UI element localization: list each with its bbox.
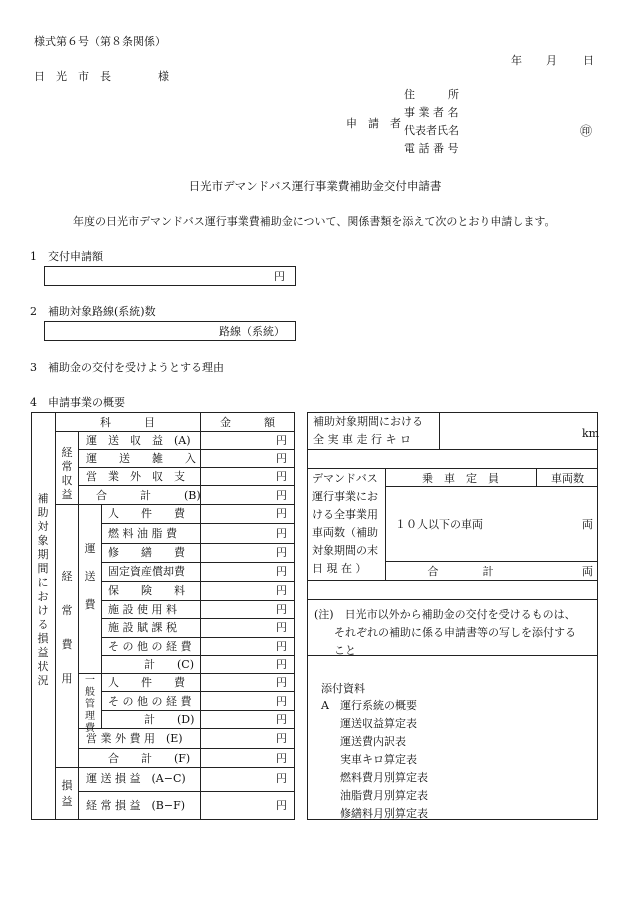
attachment-item: 運送費内訳表 <box>340 735 406 748</box>
under-10-seat-row: １０人以下の車両 <box>395 518 483 531</box>
attachment-item: 燃料費月別算定表 <box>340 771 428 784</box>
transport-row-label: 施 設 賦 課 税 <box>108 621 177 634</box>
income-row-label: 運 送 収 益 (A) <box>86 434 191 447</box>
vehicle-unit: 両 <box>582 518 593 531</box>
applicant-label: 申 請 者 <box>346 117 401 130</box>
attachment-group-a: A 運行系統の概要 <box>321 699 417 712</box>
honorific: 様 <box>158 70 169 83</box>
seal-mark: ㊞ <box>580 124 593 138</box>
business-name-label: 事 業 者 名 <box>404 106 459 119</box>
phone-label: 電 話 番 号 <box>404 142 459 155</box>
address-label: 住 所 <box>404 88 459 101</box>
yen-unit: 円 <box>276 489 287 502</box>
demand-label-line: デマンドバス <box>312 472 378 485</box>
expense-group-label: 経常費用 <box>61 570 73 685</box>
demand-label-line: 車両数（補助 <box>312 526 378 539</box>
profit-group-label: 損益 <box>61 779 73 808</box>
non-operating-cost-label: 営 業 外 費 用 (E) <box>86 732 183 745</box>
yen-unit: 円 <box>276 452 287 465</box>
note-line-2: それぞれの補助に係る申請書等の写しを添付する <box>334 626 576 639</box>
transport-row-label: そ の 他 の 経 費 <box>108 640 192 653</box>
demand-label-line: 運行事業にお <box>312 490 378 503</box>
attachments-title: 添付資料 <box>321 682 365 695</box>
vehicle-total-unit: 両 <box>582 565 593 578</box>
section-4-heading: 4 申請事業の概要 <box>30 396 125 409</box>
income-row-label: 営 業 外 収 支 <box>86 470 185 483</box>
ordinary-profit-label: 経 常 損 益 (B−F) <box>86 799 186 812</box>
yen-unit: 円 <box>276 603 287 616</box>
date-day: 日 <box>583 54 594 67</box>
transport-row-label: 保 険 料 <box>108 584 185 597</box>
transport-row-label: 施 設 使 用 料 <box>108 603 177 616</box>
section-1-heading: 1 交付申請額 <box>30 250 103 263</box>
transport-row-label: 修 繕 費 <box>108 546 185 559</box>
mileage-label-line2: 全 実 車 走 行 キ ロ <box>313 433 411 446</box>
yen-unit: 円 <box>276 584 287 597</box>
representative-name-label: 代表者氏名 <box>404 124 459 137</box>
yen-unit: 円 <box>276 546 287 559</box>
income-group-label: 経常収益 <box>61 446 73 501</box>
admin-cost-group-label: 一般管理費 <box>85 675 95 734</box>
date-year: 年 <box>511 54 522 67</box>
income-row-label: 合 計 (B) <box>96 489 201 502</box>
yen-unit: 円 <box>276 676 287 689</box>
outer-group-label: 補助対象期間における損益状況 <box>37 492 49 687</box>
transport-row-label: 燃 料 油 脂 費 <box>108 527 177 540</box>
attachment-item: 油脂費月別算定表 <box>340 789 428 802</box>
yen-unit: 円 <box>276 713 287 726</box>
vehicle-total-label: 合 計 <box>427 565 494 578</box>
transport-profit-label: 運 送 損 益 (A−C) <box>86 772 186 785</box>
yen-unit: 円 <box>276 772 287 785</box>
admin-row-label: そ の 他 の 経 費 <box>108 695 192 708</box>
mileage-label-line1: 補助対象期間における <box>313 415 423 428</box>
demand-label-line: ける全事業用 <box>312 508 378 521</box>
route-count-field[interactable] <box>44 321 296 341</box>
section-2-heading: 2 補助対象路線(系統)数 <box>30 305 156 318</box>
admin-row-label: 人 件 費 <box>108 676 185 689</box>
yen-unit: 円 <box>276 621 287 634</box>
yen-unit: 円 <box>276 640 287 653</box>
transport-row-label: 人 件 費 <box>108 507 185 520</box>
addressee: 日 光 市 長 <box>34 70 111 83</box>
demand-label-line: 日 現 在 ） <box>312 562 367 575</box>
vehicle-count-col-header: 車両数 <box>551 472 584 485</box>
yen-unit: 円 <box>276 507 287 520</box>
transport-cost-group-label: 運送費 <box>84 542 96 611</box>
transport-row-label: 固定資産償却費 <box>108 565 185 578</box>
grant-amount-field[interactable] <box>44 266 296 286</box>
yen-unit: 円 <box>276 470 287 483</box>
yen-unit: 円 <box>276 565 287 578</box>
attachment-item: 修繕料月別算定表 <box>340 807 428 820</box>
note-line-3: こと <box>334 644 356 657</box>
income-row-label: 運 送 雑 入 <box>86 452 196 465</box>
demand-label-line: 対象期間の末 <box>312 544 378 557</box>
date-month: 月 <box>546 54 557 67</box>
col-amount-header: 金 額 <box>220 416 275 429</box>
col-subject-header: 科 目 <box>100 416 155 429</box>
yen-unit: 円 <box>276 752 287 765</box>
intro-text: 年度の日光市デマンドバス運行事業費補助金について、関係書類を添えて次のとおり申請します。 <box>73 215 556 228</box>
note-line-1: (注) 日光市以外から補助金の交付を受けるものは、 <box>314 608 576 621</box>
document-title: 日光市デマンドバス運行事業費補助金交付申請書 <box>188 179 442 193</box>
yen-unit: 円 <box>276 527 287 540</box>
attachment-item: 実車キロ算定表 <box>340 753 417 766</box>
admin-subtotal-label: 計 (D) <box>144 713 195 726</box>
form-number: 様式第６号（第８条関係） <box>34 35 166 48</box>
yen-unit: 円 <box>276 434 287 447</box>
attachment-item: 運送収益算定表 <box>340 717 417 730</box>
yen-unit: 円 <box>276 695 287 708</box>
yen-unit: 円 <box>276 732 287 745</box>
yen-unit: 円 <box>276 658 287 671</box>
route-count-unit: 路線（系統） <box>219 325 285 338</box>
expense-total-label: 合 計 (F) <box>108 752 191 765</box>
transport-subtotal-label: 計 (C) <box>144 658 194 671</box>
yen-unit: 円 <box>276 799 287 812</box>
capacity-col-header: 乗 車 定 員 <box>422 472 499 485</box>
grant-amount-unit: 円 <box>274 270 285 283</box>
section-3-heading: 3 補助金の交付を受けようとする理由 <box>30 361 224 374</box>
mileage-unit: km <box>582 427 600 440</box>
